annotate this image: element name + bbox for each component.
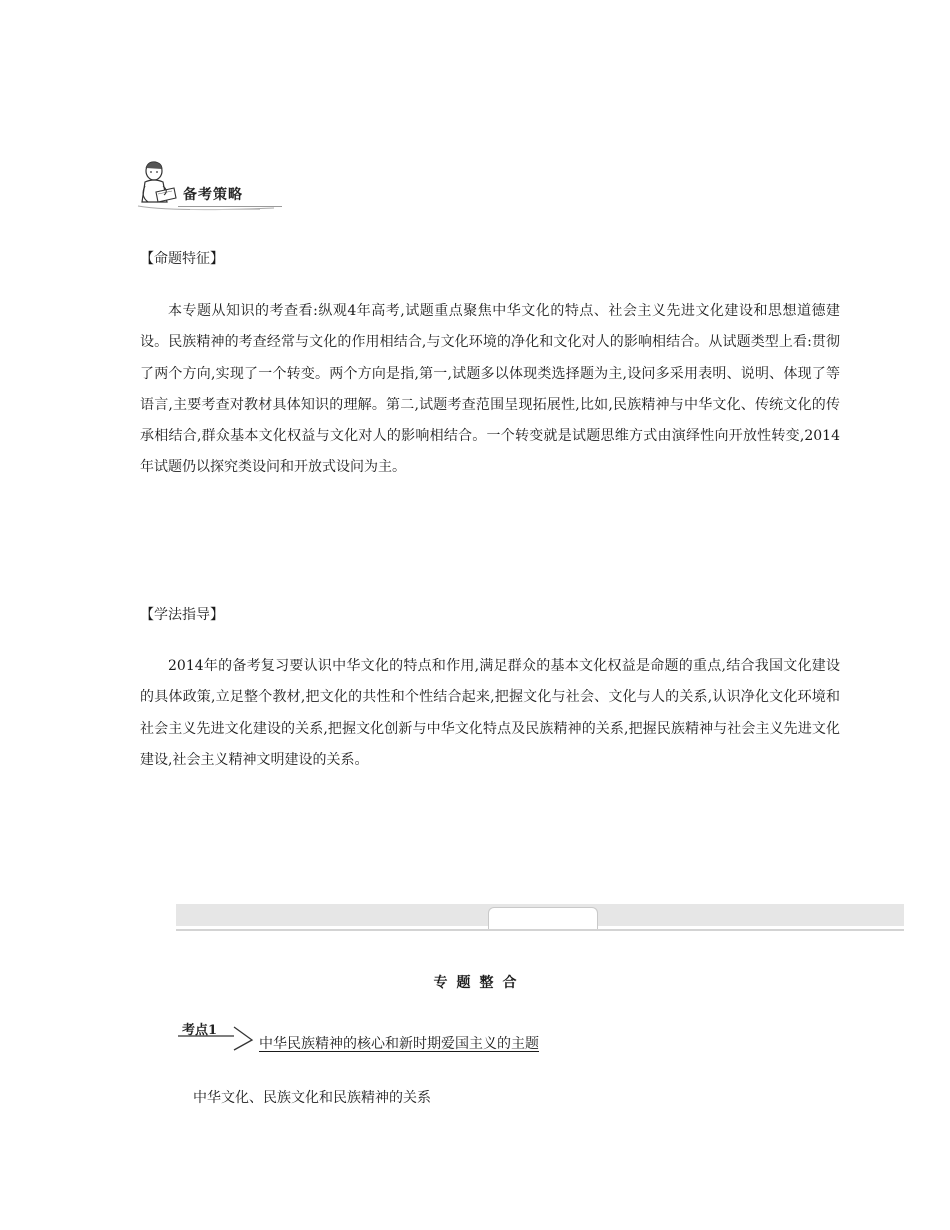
section-divider-line: [176, 929, 904, 931]
section-divider-tab: [488, 907, 598, 929]
paragraph-features: 本专题从知识的考查看:纵观4年高考,试题重点聚焦中华文化的特点、社会主义先进文化建设和思想道德建设。民族精神的考查经常与文化的作用相结合,与文化环境的净化和文化对人的影响相结合。从试题类型上看:贯彻了两个方向,实现了一个转变。两个方向是指,第一,试题多以体现类选择题为主,设问多采用表明、说明、体现了等语言,主要考查对教材具体知识的理解。第二,试题考查范围呈现拓展性,比如,民族精神与中华文化、传统文化的传承相结合,群众基本文化权益与文化对人的影响相结合。一个转变就是试题思维方式由演绎性向开放性转变,2014年试题仍以探究类设问和开放式设问为主。: [140, 303, 840, 476]
section-heading-study-guide: 【学法指导】: [140, 607, 224, 623]
kaodian-label: 考点1: [182, 1023, 218, 1038]
section-heading-features: 【命题特征】: [140, 251, 224, 267]
kaodian-title: 中华民族精神的核心和新时期爱国主义的主题: [259, 1036, 539, 1052]
paragraph-study-guide: 2014年的备考复习要认识中华文化的特点和作用,满足群众的基本文化权益是命题的重点,结合我国文化建设的具体政策,立足整个教材,把文化的共性和个性结合起来,把握文化与社会、文化与人的关系,认识净化文化环境和社会主义先进文化建设的关系,把握文化创新与中华文化特点及民族精神的关系,把握民族精神与社会主义先进文化建设,社会主义精神文明建设的关系。: [140, 658, 840, 768]
topic-title: 专题整合: [433, 975, 526, 991]
badge-divider-secondary: [190, 209, 260, 210]
badge-title: 备考策略: [183, 187, 243, 203]
badge-divider: [178, 206, 282, 207]
arrow-right-icon: [176, 1026, 256, 1052]
topic-subheading: 中华文化、民族文化和民族精神的关系: [193, 1090, 431, 1106]
